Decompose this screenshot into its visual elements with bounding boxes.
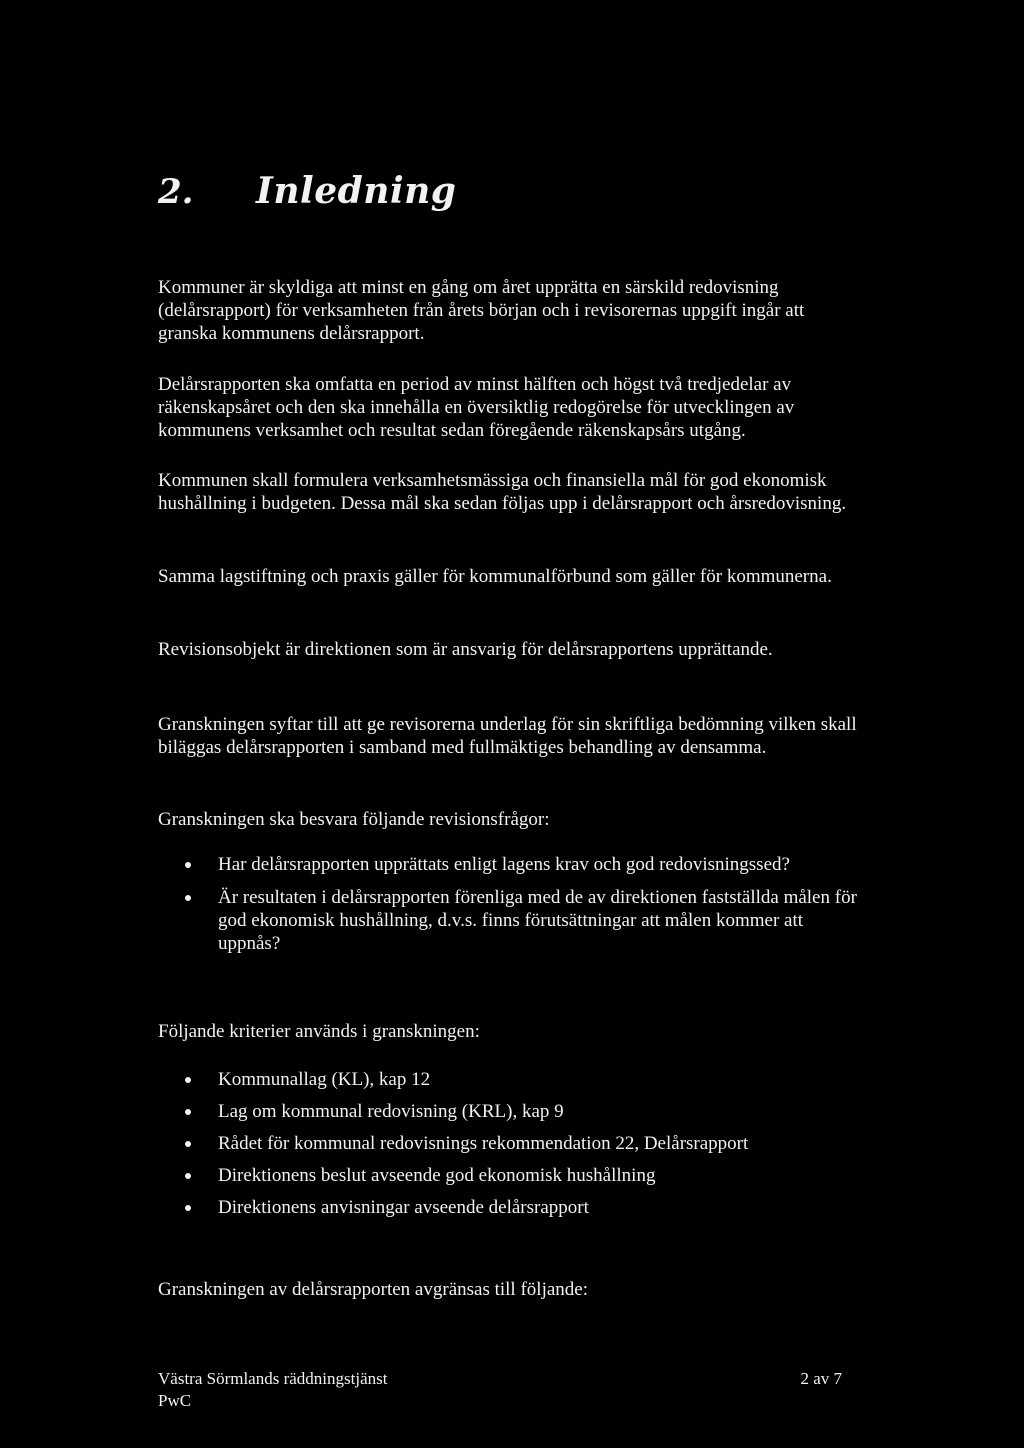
list-item: [158, 886, 858, 955]
paragraph-scope-intro: Granskningen av delårsrapporten avgränsas till följande:: [158, 1279, 588, 1300]
bullet-icon: [185, 1173, 191, 1179]
list-item-text: Rådet för kommunal redovisnings rekommendation 22, Delårsrapport: [218, 1133, 749, 1154]
bullet-icon: [185, 895, 191, 901]
paragraph-questions-intro: Granskningen ska besvara följande revisionsfrågor:: [158, 809, 550, 830]
paragraph-revision-object: Revisionsobjekt är direktionen som är ansvarig för delårsrapportens upprättande.: [158, 639, 773, 660]
paragraph-criteria-intro: Följande kriterier används i granskningen:: [158, 1021, 480, 1042]
paragraph-legislation: Samma lagstiftning och praxis gäller för kommunalförbund som gäller för kommunerna.: [158, 566, 832, 587]
list-item-text: Direktionens beslut avseende god ekonomisk hushållning: [218, 1165, 656, 1186]
list-item-text: Direktionens anvisningar avseende delårsrapport: [218, 1197, 589, 1218]
paragraph-purpose: Granskningen syftar till att ge revisorerna underlag för sin skriftliga bedömning vilken skall biläggas delårsrapporten i samband med fullmäktiges behandling av densamma.: [158, 714, 857, 758]
paragraph-period: Delårsrapporten ska omfatta en period av minst hälften och högst två tredjedelar av räkenskapsåret och den ska innehålla en översiktlig redogörelse för utvecklingen av kommunens verksamhet och resultat sedan föregående räkenskapsårs utgång.: [158, 374, 795, 441]
list-item: [158, 853, 858, 876]
page-number: 2 av 7: [800, 1369, 842, 1388]
section-title: Inledning: [256, 170, 457, 212]
footer-organization: Västra Sörmlands räddningstjänst: [158, 1369, 388, 1388]
list-item-text: Är resultaten i delårsrapporten förenliga med de av direktionen fastställda målen för god ekonomisk hushållning, d.v.s. finns förutsättningar att målen kommer att uppnås?: [218, 887, 857, 954]
bullet-icon: [185, 1109, 191, 1115]
list-item-text: Kommunallag (KL), kap 12: [218, 1069, 431, 1090]
bullet-icon: [185, 862, 191, 868]
revision-questions-list: [158, 853, 858, 955]
bullet-icon: [185, 1077, 191, 1083]
criteria-list: [158, 1068, 858, 1219]
list-item: [158, 1164, 858, 1187]
section-number: 2.: [158, 172, 194, 212]
bullet-icon: [185, 1205, 191, 1211]
list-item-text: Har delårsrapporten upprättats enligt lagens krav och god redovisningssed?: [218, 854, 790, 875]
section-heading: [158, 170, 456, 212]
list-item: [158, 1068, 858, 1091]
footer-company: PwC: [158, 1391, 192, 1410]
footer-left: [158, 1368, 387, 1412]
list-item: [158, 1196, 858, 1219]
list-item: [158, 1132, 858, 1155]
list-item: [158, 1100, 858, 1123]
list-item-text: Lag om kommunal redovisning (KRL), kap 9: [218, 1101, 564, 1122]
paragraph-goals: Kommunen skall formulera verksamhetsmässiga och finansiella mål för god ekonomisk hushållning i budgeten. Dessa mål ska sedan följas upp i delårsrapport och årsredovisning.: [158, 470, 847, 514]
paragraph-intro: Kommuner är skyldiga att minst en gång om året upprätta en särskild redovisning (delårsrapport) för verksamheten från årets början och i revisorernas uppgift ingår att granska kommunens delårsrapport.: [158, 277, 805, 344]
bullet-icon: [185, 1141, 191, 1147]
